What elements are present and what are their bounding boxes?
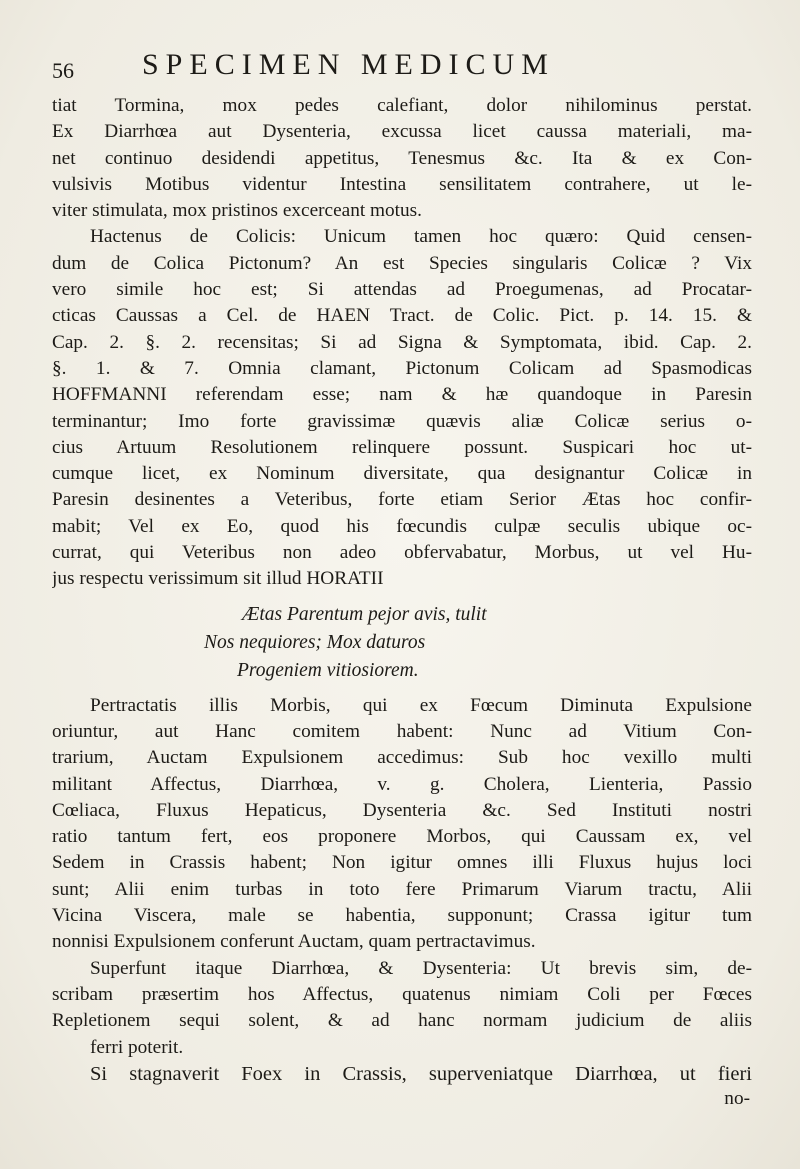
text-line: Vicina Viscera, male se habentia, supponunt; Crassa igitur tum xyxy=(52,905,752,927)
page-number: 56 xyxy=(52,58,74,83)
text-line: ferri poterit. xyxy=(90,1036,184,1058)
text-line: cumque licet, ex Nominum diversitate, qua designantur Colicæ in xyxy=(52,463,752,485)
poem-line: Nos nequiores; Mox daturos xyxy=(204,631,426,653)
text-line: Paresin desinentes a Veteribus, forte etiam Serior Ætas hoc confir- xyxy=(52,489,752,511)
text-line: Si stagnaverit Foex in Crassis, superveniatque Diarrhœa, ut fieri xyxy=(90,1062,752,1085)
text-line: ratio tantum fert, eos proponere Morbos, qui Caussam ex, vel xyxy=(52,826,752,848)
text-line: nonnisi Expulsionem conferunt Auctam, quam pertractavimus. xyxy=(52,931,536,953)
page-header xyxy=(52,48,752,88)
text-line: tiat Tormina, mox pedes calefiant, dolor nihilominus perstat. xyxy=(52,95,752,116)
text-line: Sedem in Crassis habent; Non igitur omnes illi Fluxus hujus loci xyxy=(52,852,752,874)
text-line: trarium, Auctam Expulsionem accedimus: Sub hoc vexillo multi xyxy=(52,747,752,769)
text-line: militant Affectus, Diarrhœa, v. g. Cholera, Lienteria, Passio xyxy=(52,773,752,795)
poem-line: Ætas Parentum pejor avis, tulit xyxy=(242,603,487,625)
text-line: net continuo desidendi appetitus, Tenesmus &c. Ita & ex Con- xyxy=(52,147,752,169)
text-line: scribam præsertim hos Affectus, quatenus nimiam Coli per Fœces xyxy=(52,983,752,1005)
running-title: SPECIMEN MEDICUM xyxy=(142,48,555,81)
poem-line: Progeniem vitiosiorem. xyxy=(237,659,419,681)
text-line: oriuntur, aut Hanc comitem habent: Nunc ad Vitium Con- xyxy=(52,720,752,742)
text-line: Cap. 2. §. 2. recensitas; Si ad Signa & Symptomata, ibid. Cap. 2. xyxy=(52,331,752,353)
text-line: HOFFMANNI referendam esse; nam & hæ quandoque in Paresin xyxy=(52,384,752,406)
text-line: dum de Colica Pictonum? An est Species singularis Colicæ ? Vix xyxy=(52,252,752,274)
text-line: cius Artuum Resolutionem relinquere possunt. Suspicari hoc ut- xyxy=(52,436,752,458)
text-line: jus respectu verissimum sit illud HORATII xyxy=(52,568,384,590)
text-line: currat, qui Veteribus non adeo obfervabatur, Morbus, ut vel Hu- xyxy=(52,542,752,564)
catchword: no- xyxy=(724,1088,750,1110)
text-line: mabit; Vel ex Eo, quod his fœcundis culpæ seculis ubique oc- xyxy=(52,515,752,537)
text-line: vero simile hoc est; Si attendas ad Proegumenas, ad Procatar- xyxy=(52,279,752,301)
text-line: Pertractatis illis Morbis, qui ex Fœcum Diminuta Expulsione xyxy=(90,694,752,716)
text-line: cticas Caussas a Cel. de HAEN Tract. de Colic. Pict. p. 14. 15. & xyxy=(52,305,752,327)
text-line: §. 1. & 7. Omnia clamant, Pictonum Colicam ad Spasmodicas xyxy=(52,357,752,379)
text-line: viter stimulata, mox pristinos excerceant motus. xyxy=(52,200,423,222)
body-text xyxy=(52,93,752,1111)
text-line: Ex Diarrhœa aut Dysenteria, excussa licet caussa materiali, ma- xyxy=(52,121,752,143)
text-line: vulsivis Motibus videntur Intestina sensilitatem contrahere, ut le- xyxy=(52,173,752,195)
text-line: Hactenus de Colicis: Unicum tamen hoc quæro: Quid censen- xyxy=(90,226,752,248)
text-line: terminantur; Imo forte gravissimæ quævis aliæ Colicæ serius o- xyxy=(52,410,752,432)
text-line: sunt; Alii enim turbas in toto fere Primarum Viarum tractu, Alii xyxy=(52,878,752,900)
text-line: Repletionem sequi solent, & ad hanc normam judicium de aliis xyxy=(52,1010,752,1032)
text-line: Superfunt itaque Diarrhœa, & Dysenteria: Ut brevis sim, de- xyxy=(90,957,752,979)
text-line: Cœliaca, Fluxus Hepaticus, Dysenteria &c. Sed Instituti nostri xyxy=(52,799,752,821)
